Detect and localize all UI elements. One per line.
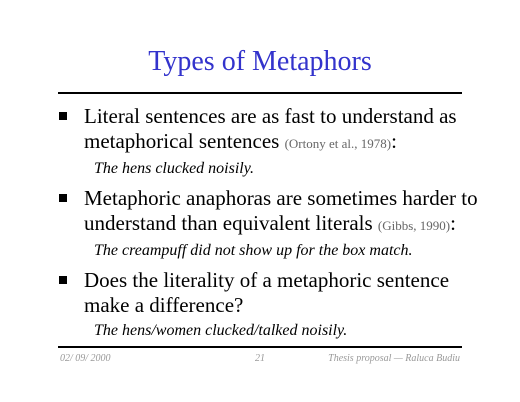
square-bullet-icon [59,112,67,120]
bullet-citation: (Gibbs, 1990) [377,218,451,233]
square-bullet-icon [59,276,67,284]
bullet-trailing: : [391,129,397,153]
bullet-item-2 [58,186,478,262]
title-divider [58,92,462,94]
bullet-list [58,98,478,342]
footer-divider [58,346,462,348]
bullet-item-3 [58,268,478,342]
slide-title: Types of Metaphors [148,46,372,77]
bullet-example: The creampuff did not show up for the box match. [94,242,413,259]
footer-date: 02/ 09/ 2000 [60,353,111,364]
bullet-example: The hens/women clucked/talked noisily. [94,322,348,339]
bullet-text: Does the literality of a metaphoric sentence make a difference? [84,268,450,317]
bullet-item-1 [58,104,478,180]
square-bullet-icon [59,194,67,202]
footer-page-number: 21 [255,353,265,364]
bullet-text: Metaphoric anaphoras are sometimes harder to understand than equivalent literals [84,186,478,235]
bullet-example: The hens clucked noisily. [94,160,254,177]
bullet-text: Literal sentences are as fast to understand as metaphorical sentences [84,104,457,153]
bullet-trailing: : [450,211,456,235]
bullet-citation: (Ortony et al., 1978) [284,136,392,151]
footer-credit: Thesis proposal — Raluca Budiu [328,353,460,364]
